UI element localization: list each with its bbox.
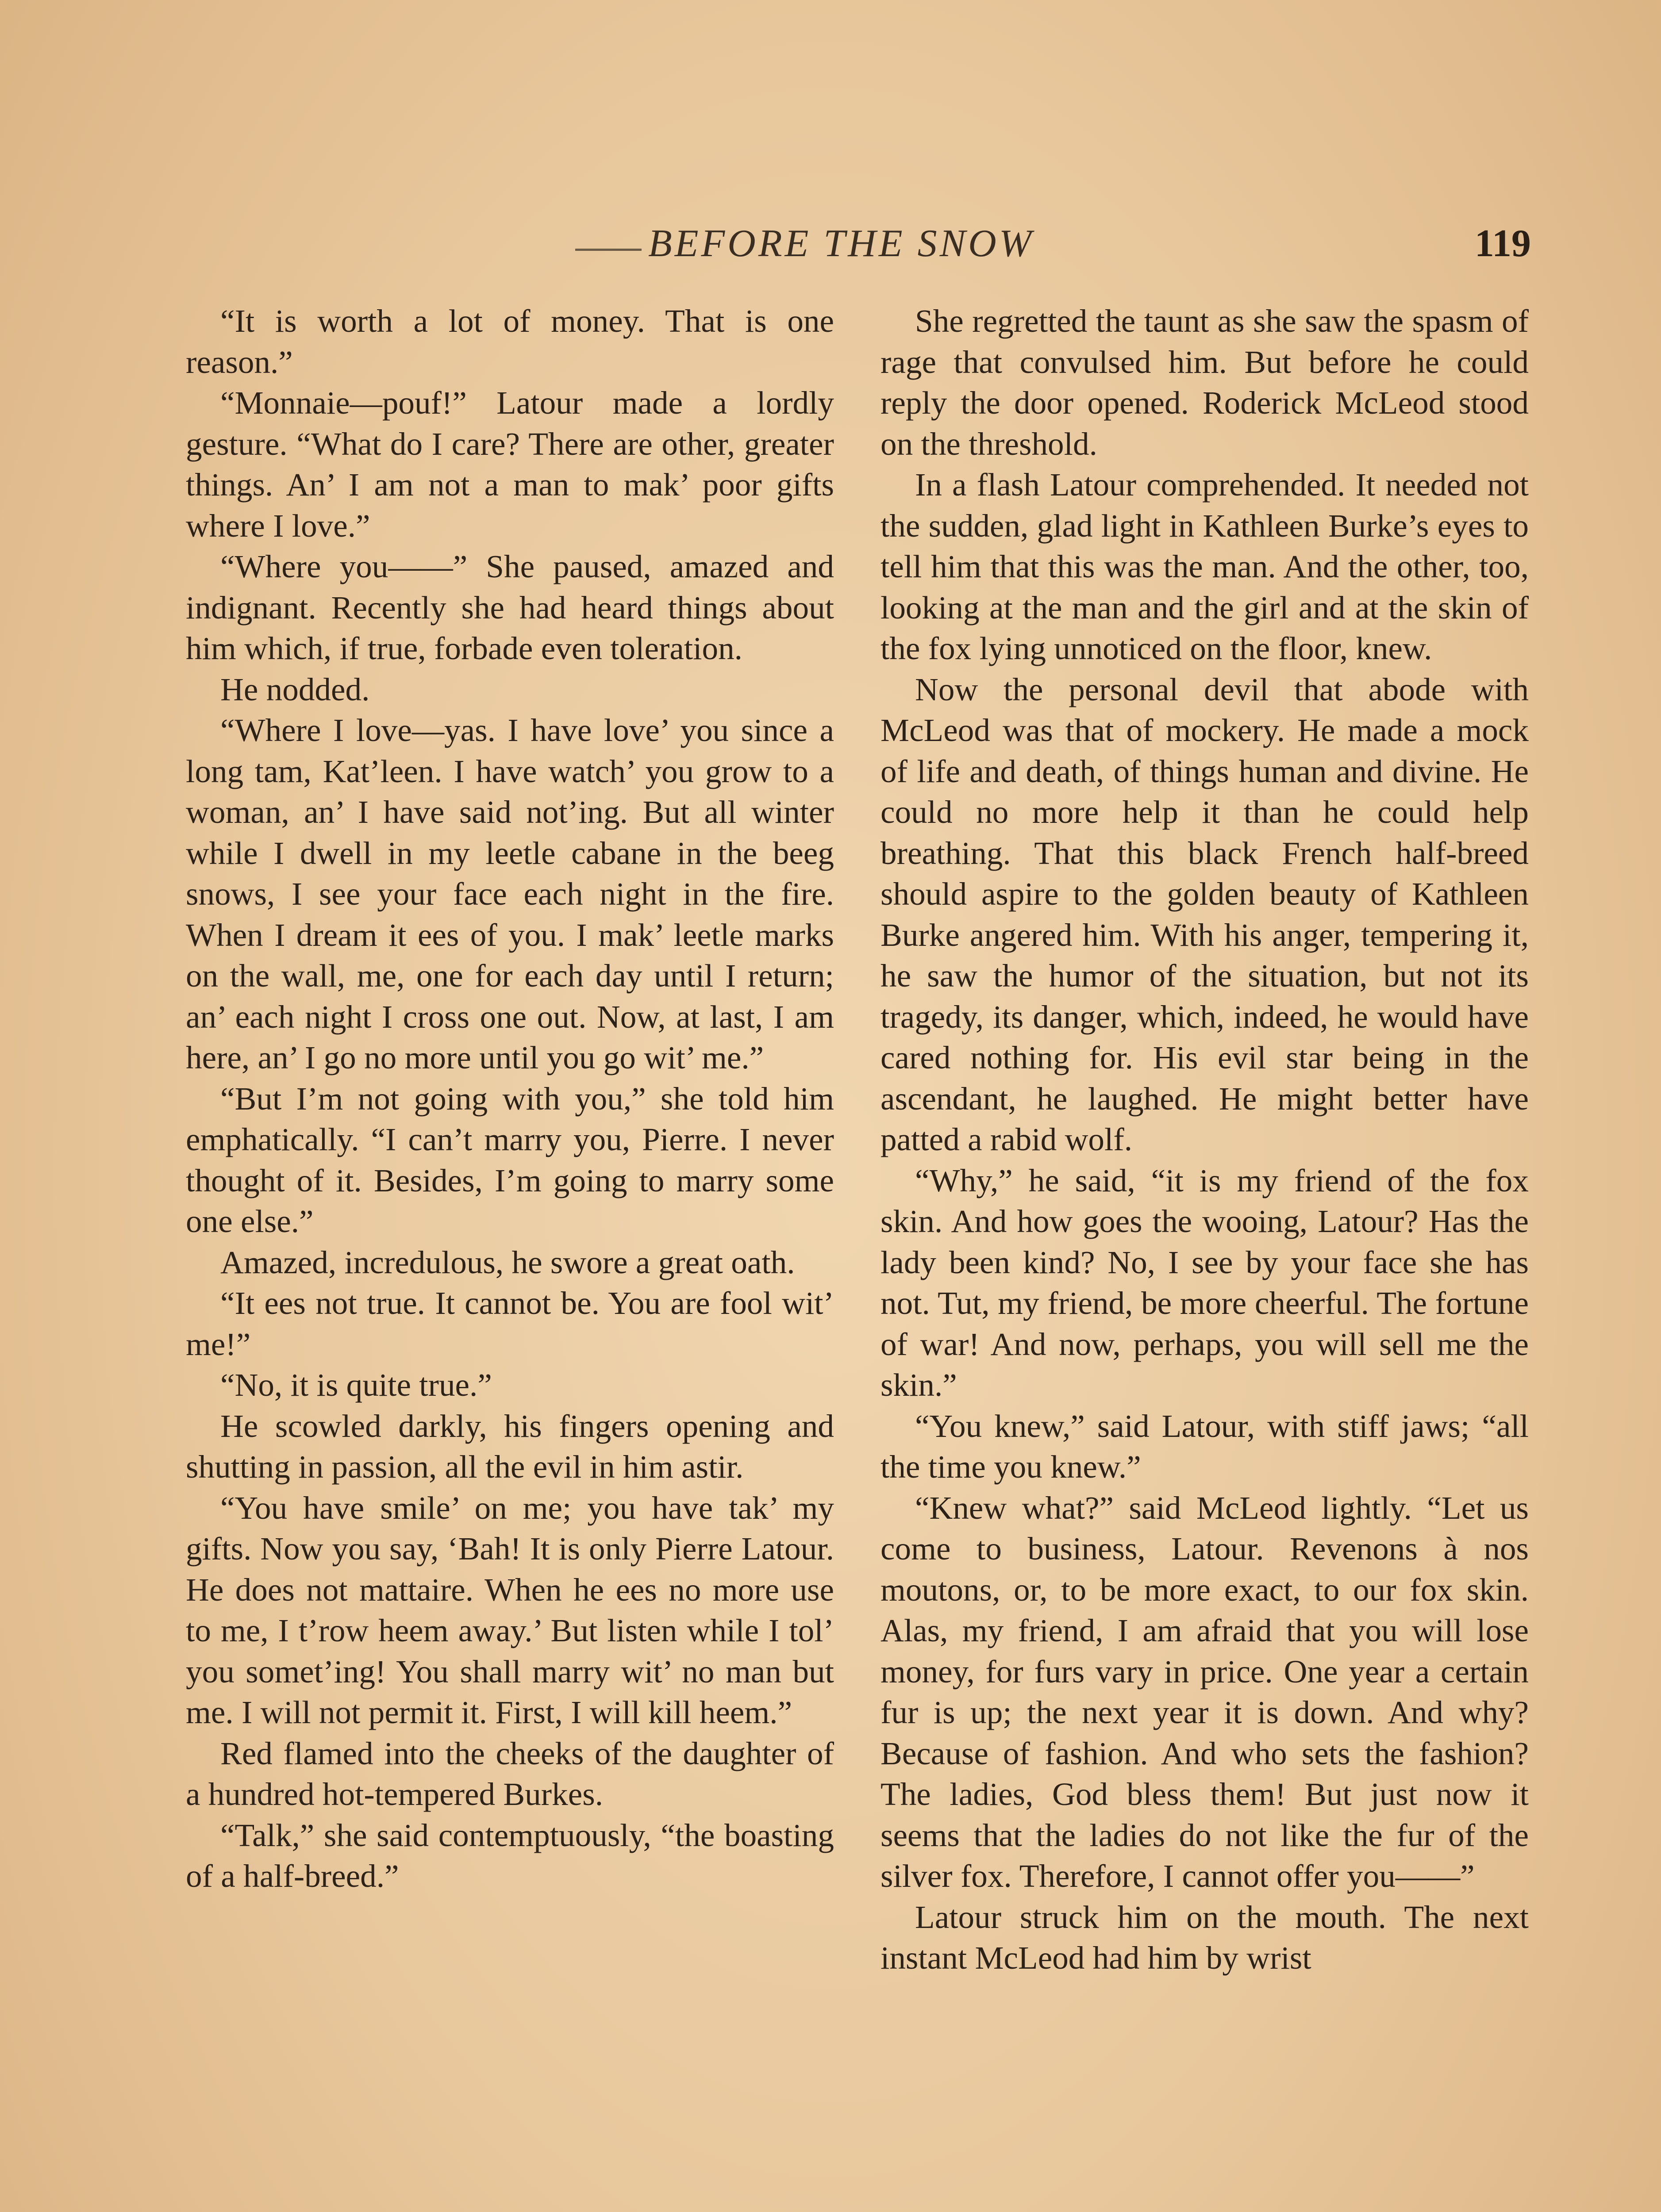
paragraph: “It is worth a lot of money. That is one reason.” <box>186 303 834 380</box>
header-dash-rule <box>575 249 642 251</box>
paragraph: “You have smile’ on me; you have tak’ my gifts. Now you say, ‘Bah! It is only Pierre Latour. He does not mattaire. When he ees no more use to me, I t’row heem away.’ But listen while I tol’ you somet’ing! You shall marry wit’ no man but me. I will not permit it. First, I will kill heem.” <box>186 1490 834 1730</box>
paragraph: “No, it is quite true.” <box>220 1367 492 1403</box>
page-header <box>575 221 1531 270</box>
paragraph: Red flamed into the cheeks of the daughter of a hundred hot-tempered Burkes. <box>186 1735 834 1812</box>
paragraph: Now the personal devil that abode with McLeod was that of mockery. He made a mock of life and death, of things human and divine. He could no more help it than he could help breathing. That this black French half-breed should aspire to the golden beauty of Kathleen Burke angered him. With his anger, tempering it, he saw the humor of the situation, but not its tragedy, its danger, which, indeed, he would have cared nothing for. His evil star being in the ascendant, he laughed. He might better have patted a rabid wolf. <box>880 671 1529 1157</box>
paragraph: “But I’m not going with you,” she told him emphatically. “I can’t marry you, Pierre. I never thought of it. Besides, I’m going to marry some one else.” <box>186 1080 834 1239</box>
left-text-column <box>186 301 834 1897</box>
paragraph: He scowled darkly, his fingers opening and shutting in passion, all the evil in him astir. <box>186 1408 834 1485</box>
paragraph: “Where you——” She paused, amazed and indignant. Recently she had heard things about him which, if true, forbade even toleration. <box>186 549 834 666</box>
paragraph: “Monnaie—pouf!” Latour made a lordly gesture. “What do I care? There are other, greater things. An’ I am not a man to mak’ poor gifts where I love.” <box>186 385 834 544</box>
paragraph: Latour struck him on the mouth. The next instant McLeod had him by wrist <box>880 1899 1529 1976</box>
paragraph: He nodded. <box>220 671 370 707</box>
paragraph: “Why,” he said, “it is my friend of the fox skin. And how goes the wooing, Latour? Has the lady been kind? No, I see by your face she has not. Tut, my friend, be more cheerful. The fortune of war! And now, perhaps, you will sell me the skin.” <box>880 1162 1529 1403</box>
paragraph: In a flash Latour comprehended. It needed not the sudden, glad light in Kathleen Burke’s eyes to tell him that this was the man. And the other, too, looking at the man and the girl and at the skin of the fox lying unnoticed on the floor, knew. <box>880 467 1529 666</box>
running-title: BEFORE THE SNOW <box>648 222 1034 265</box>
paragraph: “Talk,” she said contemptuously, “the boasting of a half-breed.” <box>186 1817 834 1894</box>
paragraph: “It ees not true. It cannot be. You are fool wit’ me!” <box>186 1285 834 1362</box>
paragraph: She regretted the taunt as she saw the spasm of rage that convulsed him. But before he could reply the door opened. Roderick McLeod stood on the threshold. <box>880 303 1529 462</box>
right-text-column <box>880 301 1529 1979</box>
page-number: 119 <box>1474 222 1531 265</box>
paragraph: Amazed, incredulous, he swore a great oath. <box>220 1244 795 1280</box>
paragraph: “Where I love—yas. I have love’ you since a long tam, Kat’leen. I have watch’ you grow to a woman, an’ I have said not’ing. But all winter while I dwell in my leetle cabane in the beeg snows, I see your face each night in the fire. When I dream it ees of you. I mak’ leetle marks on the wall, me, one for each day until I return; an’ each night I cross one out. Now, at last, I am here, an’ I go no more until you go wit’ me.” <box>186 712 834 1075</box>
paragraph: “Knew what?” said McLeod lightly. “Let us come to business, Latour. Revenons à nos moutons, or, to be more exact, to our fox skin. Alas, my friend, I am afraid that you will lose money, for furs vary in price. One year a certain fur is up; the next year it is down. And why? Because of fashion. And who sets the fashion? The ladies, God bless them! But just now it seems that the ladies do not like the fur of the silver fox. Therefore, I cannot offer you——” <box>880 1490 1529 1894</box>
paragraph: “You knew,” said Latour, with stiff jaws; “all the time you knew.” <box>880 1408 1529 1485</box>
